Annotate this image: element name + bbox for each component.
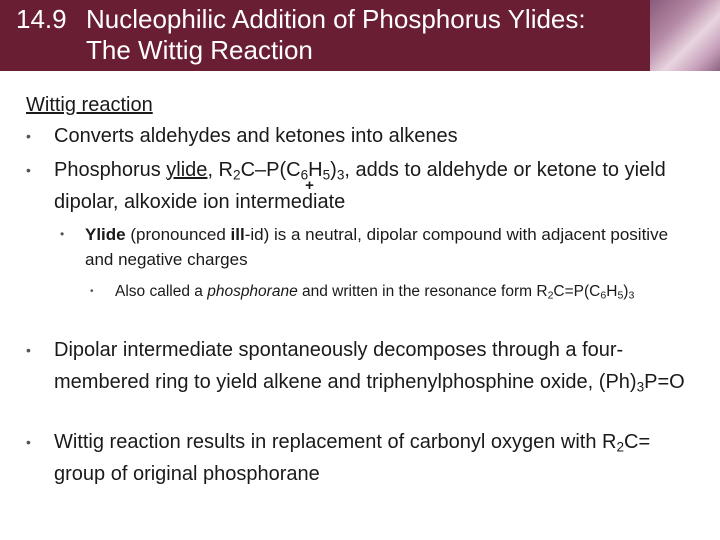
subscript: 3 bbox=[336, 167, 345, 183]
text-run: Phosphorus bbox=[54, 159, 167, 181]
bullet-dot: • bbox=[26, 162, 31, 178]
text-run: C–P(C bbox=[240, 159, 301, 181]
bullet-text bbox=[85, 222, 690, 272]
bullet-dipolar-intermediate bbox=[26, 334, 696, 398]
text-run: ) bbox=[623, 283, 629, 300]
bullet-dot: • bbox=[60, 227, 65, 241]
text-run: C= group of original phosphorane bbox=[54, 431, 651, 485]
subscript: 2 bbox=[547, 289, 554, 302]
bullet-dot: • bbox=[26, 342, 31, 358]
bullet-replacement bbox=[26, 426, 696, 490]
bullet-text: Converts aldehydes and ketones into alkenes bbox=[54, 125, 458, 147]
text-run: C=P(C bbox=[553, 283, 601, 300]
subscript: 6 bbox=[300, 167, 309, 183]
bullet-text bbox=[54, 334, 696, 398]
subscript: 5 bbox=[617, 289, 624, 302]
slide-title bbox=[16, 4, 586, 66]
text-run: -id) is a neutral, dipolar compound with adjacent positive and negative charges bbox=[85, 225, 669, 269]
section-number: 14.9 bbox=[16, 4, 67, 34]
bold-term: ill bbox=[230, 225, 245, 244]
text-run: Wittig reaction results in replacement of carbonyl oxygen with R bbox=[54, 431, 617, 453]
text-run: , R bbox=[207, 159, 233, 181]
bullet-text bbox=[54, 426, 696, 490]
text-run: P=O bbox=[644, 371, 685, 393]
bullet-text bbox=[115, 280, 690, 304]
italic-term: phosphorane bbox=[207, 283, 298, 300]
text-run: (pronounced bbox=[125, 225, 231, 244]
subscript: 2 bbox=[233, 167, 241, 183]
subscript: 6 bbox=[600, 289, 607, 302]
sub-sub-bullet-phosphorane bbox=[90, 280, 690, 304]
charge-anchor bbox=[305, 159, 323, 194]
text-run: H bbox=[308, 159, 323, 181]
bullet-ylide bbox=[26, 154, 696, 218]
sub-bullet-ylide-def bbox=[60, 222, 690, 272]
flower-photo bbox=[650, 0, 720, 71]
title-bar bbox=[0, 0, 720, 71]
text-run: H bbox=[606, 283, 618, 300]
bullet-dot: • bbox=[26, 434, 31, 450]
bold-term: Ylide bbox=[85, 225, 126, 244]
bullet-dot: • bbox=[90, 286, 94, 297]
title-line-1: Nucleophilic Addition of Phosphorus Ylides: bbox=[86, 4, 586, 34]
subscript: 5 bbox=[322, 167, 331, 183]
subscript: 3 bbox=[628, 289, 635, 302]
bullet-converts bbox=[26, 120, 696, 152]
positive-charge: + bbox=[305, 177, 314, 194]
text-run: Also called a bbox=[115, 283, 208, 300]
text-run: and written in the resonance form R bbox=[297, 283, 548, 300]
text-run: , adds to aldehyde or ketone to yield dipolar, alkoxide ion intermediate bbox=[54, 159, 666, 213]
bullet-text bbox=[54, 154, 696, 218]
bullet-dot: • bbox=[26, 128, 31, 144]
ylide-term: ylide bbox=[166, 159, 208, 181]
text-run: Dipolar intermediate spontaneously decomposes through a four-membered ring to yield alkene and triphenylphosphine oxide, (Ph) bbox=[54, 339, 637, 393]
title-line-2: The Wittig Reaction bbox=[86, 35, 313, 65]
section-heading: Wittig reaction bbox=[26, 94, 153, 116]
subscript: 2 bbox=[616, 439, 625, 455]
subscript: 3 bbox=[636, 379, 645, 395]
text-run: ) bbox=[330, 159, 337, 181]
